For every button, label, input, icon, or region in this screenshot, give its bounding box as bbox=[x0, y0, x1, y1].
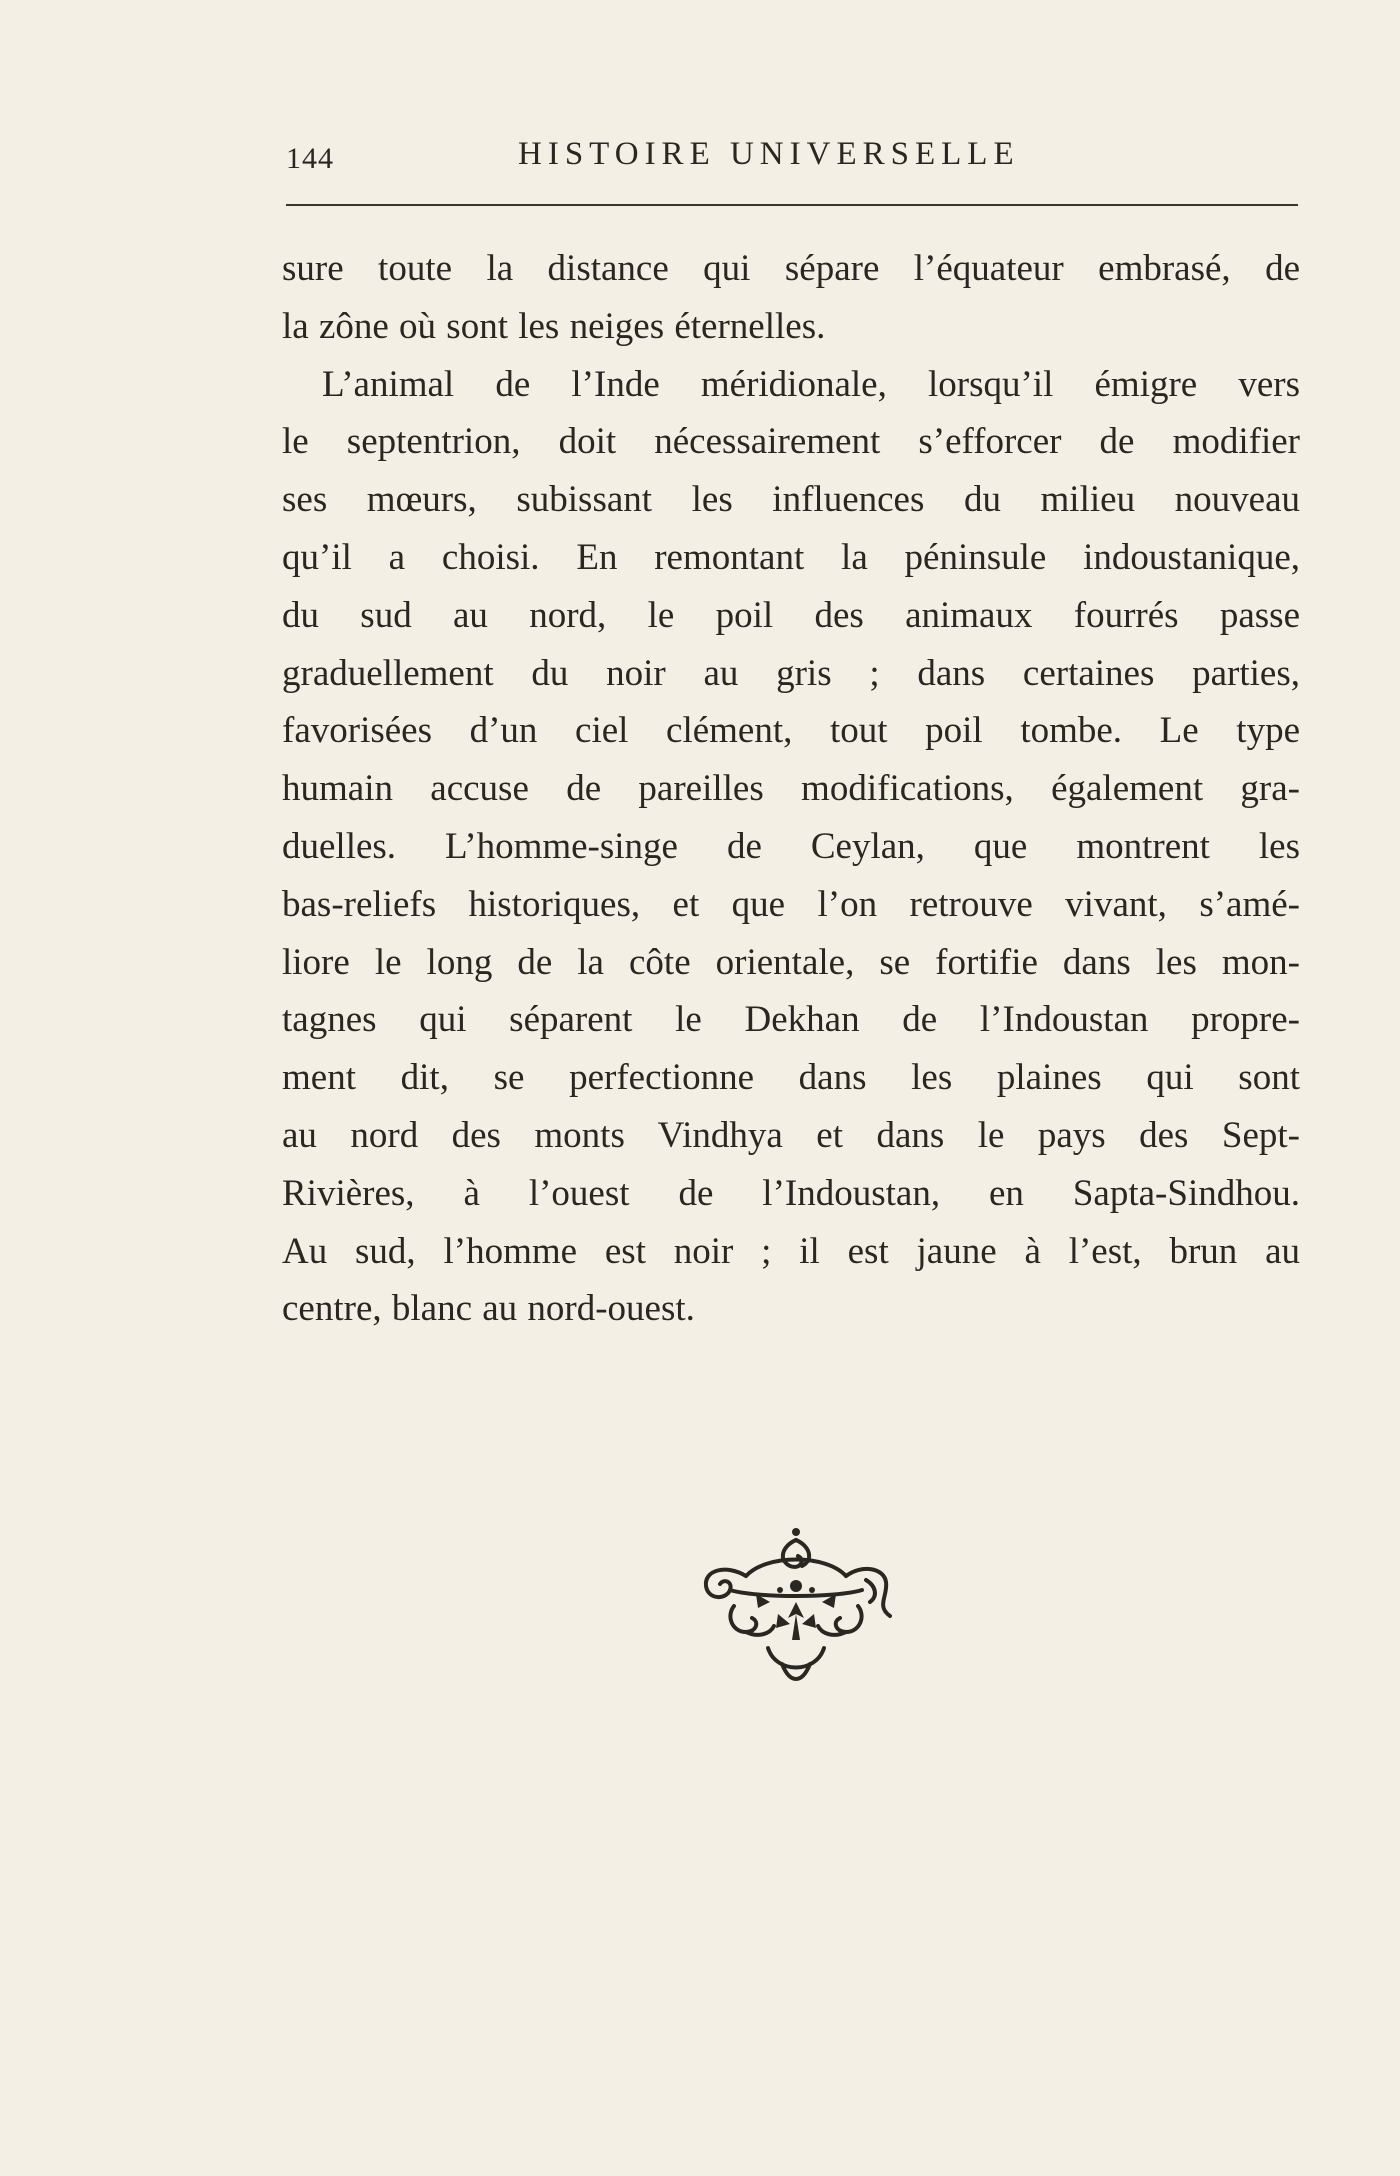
text-line: L’animal de l’Inde méridionale, lorsqu’il émigre vers bbox=[322, 363, 1300, 405]
fleuron-ornament-icon bbox=[686, 1524, 906, 1694]
text-line: le septentrion, doit nécessairement s’efforcer de modifier bbox=[282, 421, 1300, 463]
text-line: tagnes qui séparent le Dekhan de l’Indoustan propre- bbox=[282, 999, 1300, 1041]
text-line: liore le long de la côte orientale, se fortifie dans les mon- bbox=[282, 941, 1300, 983]
page-number: 144 bbox=[286, 142, 334, 175]
text-line: duelles. L’homme-singe de Ceylan, que montrent les bbox=[282, 825, 1300, 867]
running-title: HISTOIRE UNIVERSELLE bbox=[518, 136, 1020, 172]
text-line: au nord des monts Vindhya et dans le pays des Sept- bbox=[282, 1114, 1300, 1156]
text-line: qu’il a choisi. En remontant la péninsule indoustanique, bbox=[282, 536, 1300, 578]
text-line: centre, blanc au nord-ouest. bbox=[282, 1288, 695, 1330]
text-line: favorisées d’un ciel clément, tout poil tombe. Le type bbox=[282, 710, 1300, 752]
body-text bbox=[282, 240, 1300, 1338]
text-line: Au sud, l’homme est noir ; il est jaune à l’est, brun au bbox=[282, 1230, 1300, 1272]
text-line: ses mœurs, subissant les influences du milieu nouveau bbox=[282, 479, 1300, 521]
text-line: du sud au nord, le poil des animaux fourrés passe bbox=[282, 594, 1300, 636]
text-line: sure toute la distance qui sépare l’équateur embrasé, de bbox=[282, 248, 1300, 289]
text-line: Rivières, à l’ouest de l’Indoustan, en Sapta-Sindhou. bbox=[282, 1172, 1300, 1214]
text-line: bas-reliefs historiques, et que l’on retrouve vivant, s’amé- bbox=[282, 883, 1300, 925]
text-line: graduellement du noir au gris ; dans certaines parties, bbox=[282, 652, 1300, 694]
text-line: ment dit, se perfectionne dans les plaines qui sont bbox=[282, 1057, 1300, 1099]
text-line: la zône où sont les neiges éternelles. bbox=[282, 305, 826, 347]
text-line: humain accuse de pareilles modifications, également gra- bbox=[282, 768, 1300, 810]
running-head bbox=[286, 136, 1298, 186]
header-rule bbox=[286, 204, 1298, 206]
